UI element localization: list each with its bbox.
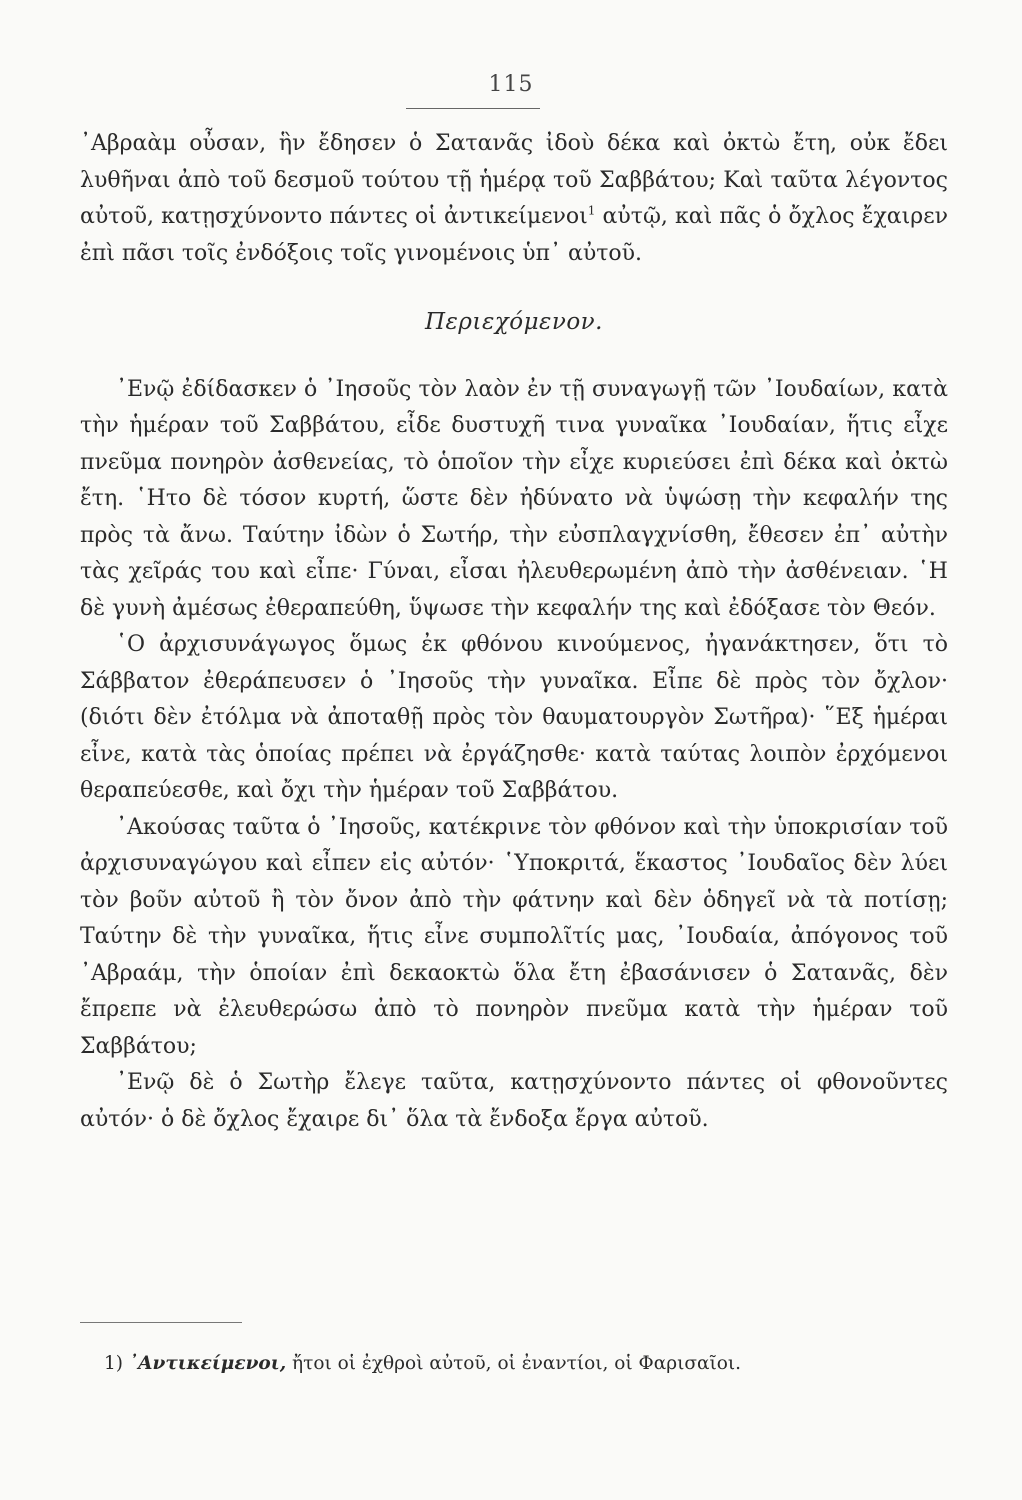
paragraph-text-end: αὐτῷ, καὶ πᾶς ὁ ὄχλος ἔχαιρεν ἐπὶ πᾶσι τοῖς ἐνδόξοις τοῖς γινομένοις ὑπ᾿ αὐτοῦ. [80, 204, 948, 266]
footnote-rule [80, 1322, 242, 1323]
paragraph: ᾿Ακούσας ταῦτα ὁ ᾿Ιησοῦς, κατέκρινε τὸν φθόνον καὶ τὴν ὑποκρισίαν τοῦ ἀρχισυναγώγου καὶ εἶπεν εἰς αὐτόν· ῾Υποκριτά, ἕκαστος ᾿Ιουδαῖος δὲν λύει τὸν βοῦν αὐτοῦ ἢ τὸν ὄνον ἀπὸ τὴν φάτνην καὶ δὲν ὁδηγεῖ νὰ τὰ ποτίσῃ; Ταύτην δὲ τὴν γυναῖκα, ἥτις εἶνε συμπολῖτίς μας, ᾿Ιουδαία, ἀπόγονος τοῦ ᾿Αβραάμ, τὴν ὁποίαν ἐπὶ δεκαοκτὼ ὅλα ἔτη ἐβασάνισεν ὁ Σατανᾶς, δὲν ἔπρεπε νὰ ἐλευθερώσω ἀπὸ τὸ πονηρὸν πνεῦμα κατὰ τὴν ἡμέραν τοῦ Σαββάτου; [80, 814, 948, 1059]
footnote-reference: 1 [587, 203, 596, 218]
section-heading: Περιεχόμενον. [425, 309, 603, 335]
footnote-text: ἤτοι οἱ ἐχθροὶ αὐτοῦ, οἱ ἐναντίοι, οἱ Φαρισαῖοι. [286, 1353, 741, 1374]
header-rule [406, 108, 540, 109]
footnote-marker: 1) [104, 1353, 123, 1374]
body-text [80, 126, 948, 1138]
paragraph-text: ᾿Αβραὰμ οὖσαν, ἣν ἔδησεν ὁ Σατανᾶς ἰδοὺ δέκα καὶ ὀκτὼ ἔτη, οὐκ ἔδει λυθῆναι ἀπὸ τοῦ δεσμοῦ τούτου τῇ ἡμέρᾳ τοῦ Σαββάτου; Καὶ ταῦτα λέγοντος αὐτοῦ, κατῃσχύνοντο πάντες οἱ ἀντικείμενοι [80, 131, 948, 229]
paragraph-continuation [80, 126, 948, 272]
footnote [104, 1350, 954, 1378]
paragraph: ᾿Ενῷ δὲ ὁ Σωτὴρ ἔλεγε ταῦτα, κατῃσχύνοντο πάντες οἱ φθονοῦντες αὐτόν· ὁ δὲ ὄχλος ἔχαιρε δι᾿ ὅλα τὰ ἔνδοξα ἔργα αὐτοῦ. [80, 1070, 948, 1132]
paragraph: ᾿Ενῷ ἐδίδασκεν ὁ ᾿Ιησοῦς τὸν λαὸν ἐν τῇ συναγωγῇ τῶν ᾿Ιουδαίων, κατὰ τὴν ἡμέραν τοῦ Σαββάτου, εἶδε δυστυχῆ τινα γυναῖκα ᾿Ιουδαίαν, ἥτις εἶχε πνεῦμα πονηρὸν ἀσθενείας, τὸ ὁποῖον τὴν εἶχε κυριεύσει ἐπὶ δέκα καὶ ὀκτὼ ἔτη. ῾Ητο δὲ τόσον κυρτή, ὥστε δὲν ἠδύνατο νὰ ὑψώσῃ τὴν κεφαλήν της πρὸς τὰ ἄνω. Ταύτην ἰδὼν ὁ Σωτήρ, τὴν εὐσπλαγχνίσθη, ἔθεσεν ἐπ᾿ αὐτὴν τὰς χεῖράς του καὶ εἶπε· Γύναι, εἶσαι ἠλευθερωμένη ἀπὸ τὴν ἀσθένειαν. ῾Η δὲ γυνὴ ἀμέσως ἐθεραπεύθη, ὕψωσε τὴν κεφαλήν της καὶ ἐδόξασε τὸν Θεόν. [80, 376, 948, 621]
footnote-term: ᾿Αντικείμενοι, [128, 1353, 287, 1374]
paragraph: ῾Ο ἀρχισυνάγωγος ὅμως ἐκ φθόνου κινούμενος, ἠγανάκτησεν, ὅτι τὸ Σάββατον ἐθεράπευσεν ὁ ᾿Ιησοῦς τὴν γυναῖκα. Εἶπε δὲ πρὸς τὸν ὄχλον· (διότι δὲν ἐτόλμα νὰ ἀποταθῇ πρὸς τὸν θαυματουργὸν Σωτῆρα)· ῞Εξ ἡμέραι εἶνε, κατὰ τὰς ὁποίας πρέπει νὰ ἐργάζησθε· κατὰ ταύτας λοιπὸν ἐρχόμενοι θεραπεύεσθε, καὶ ὄχι τὴν ἡμέραν τοῦ Σαββάτου. [80, 632, 948, 803]
page-number: 115 [488, 72, 534, 97]
